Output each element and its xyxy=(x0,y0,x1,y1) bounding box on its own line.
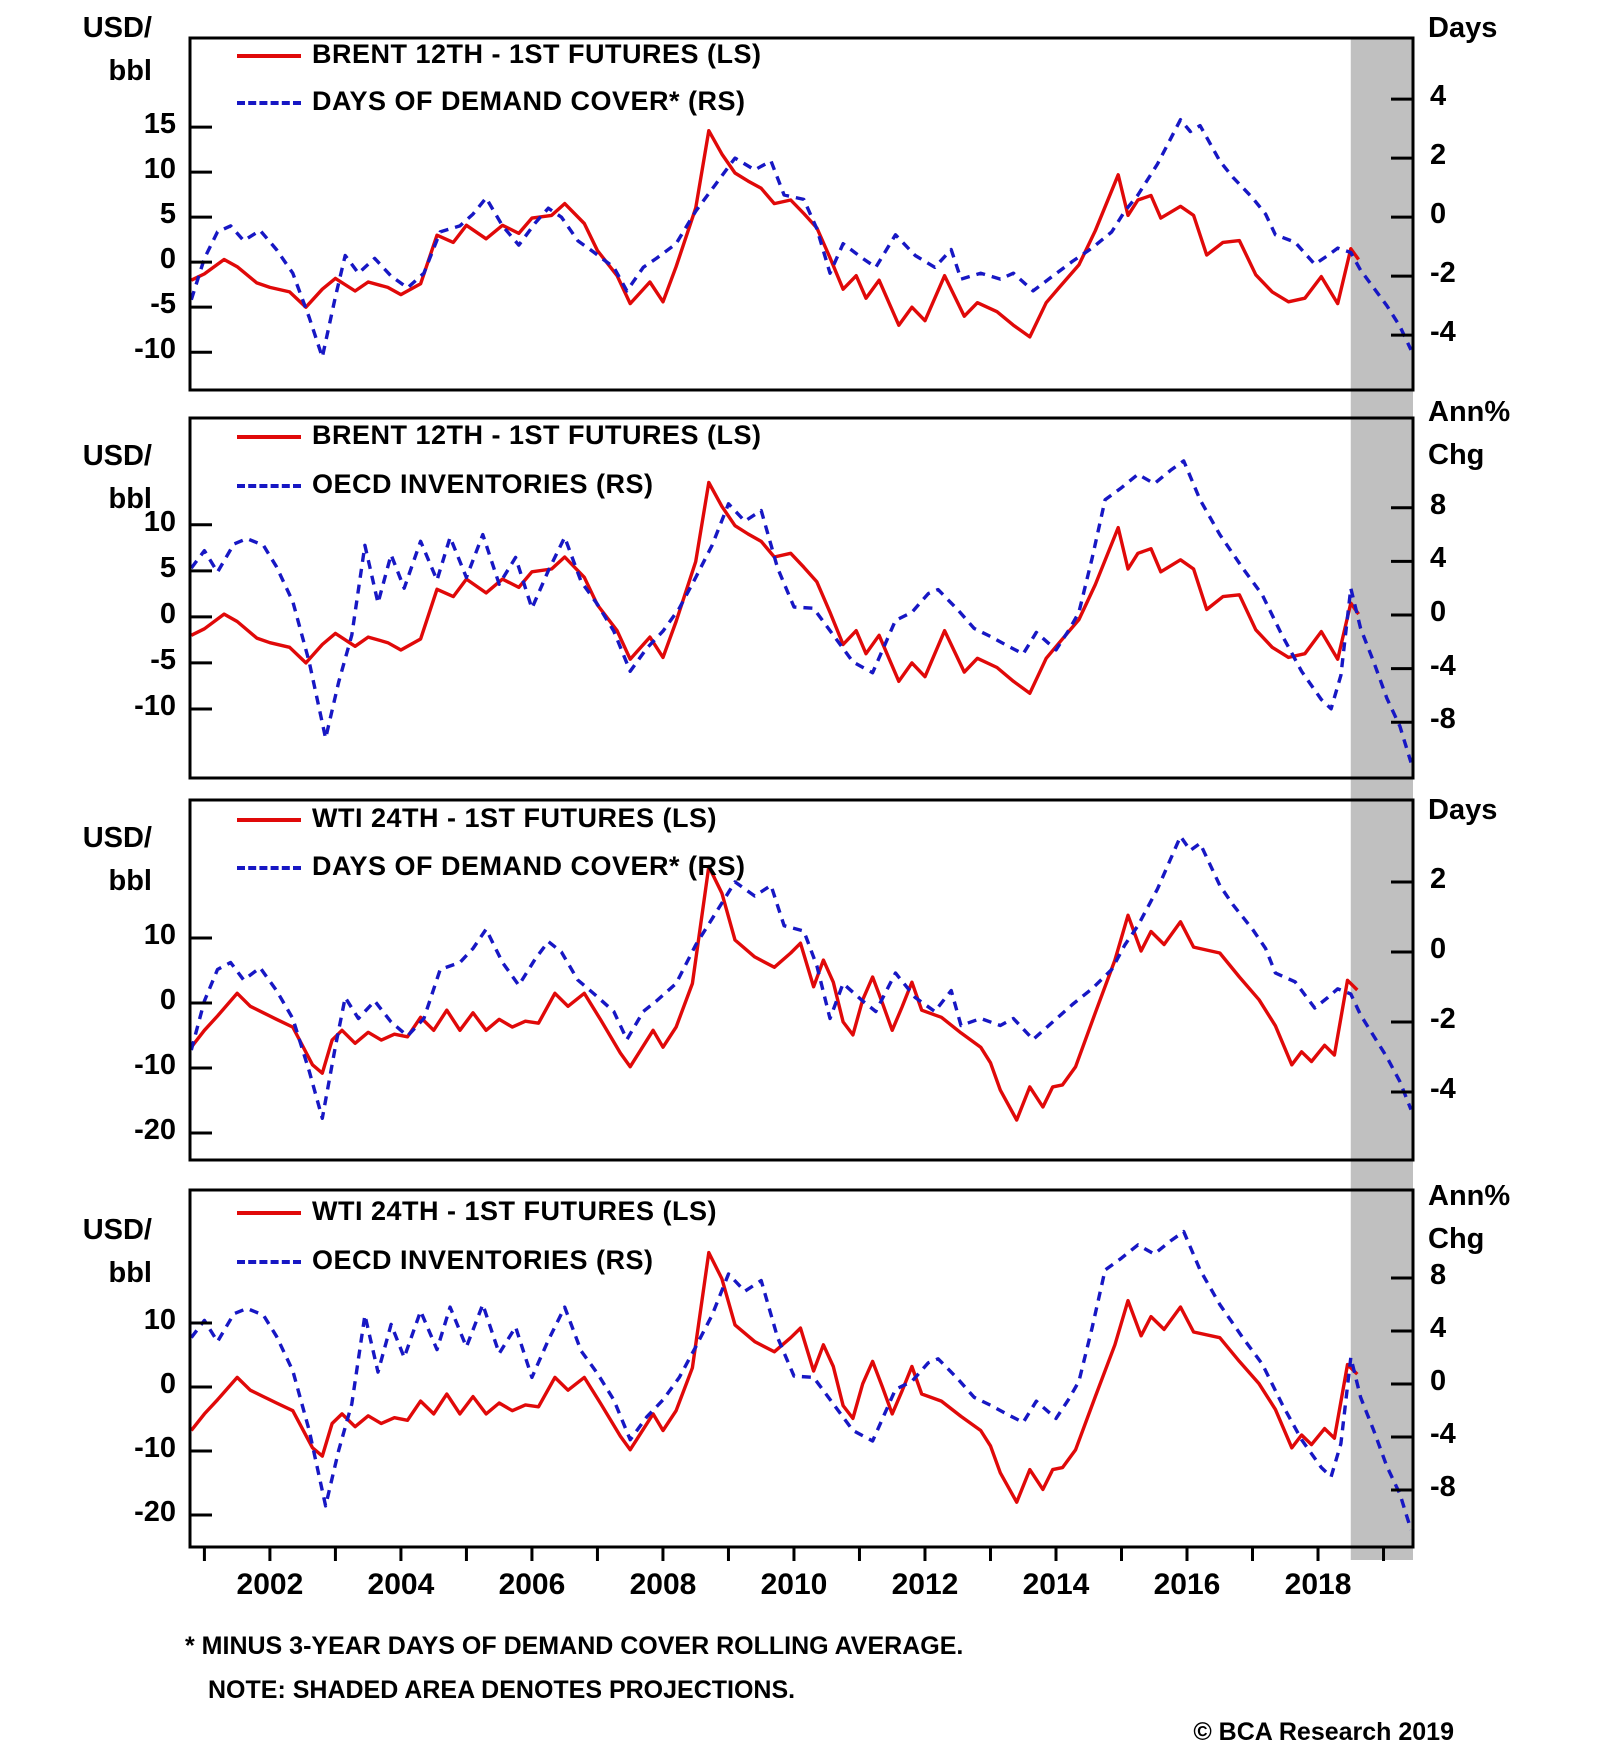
left-tick-label: 0 xyxy=(159,984,176,1016)
legend-solid-line-sample xyxy=(237,54,301,58)
legend-solid-line-sample xyxy=(237,818,301,822)
left-axis-unit: USD/ xyxy=(82,822,152,854)
right-tick-label: 8 xyxy=(1430,488,1447,521)
left-tick-label: 5 xyxy=(159,551,176,584)
legend-label: WTI 24TH - 1ST FUTURES (LS) xyxy=(312,803,717,833)
left-tick-label: 15 xyxy=(143,108,176,141)
right-tick-label: 2 xyxy=(1430,139,1447,172)
series-line-wti_spread xyxy=(191,867,1357,1121)
x-axis-year-label: 2014 xyxy=(1022,1568,1090,1601)
right-tick-label: -2 xyxy=(1430,1003,1456,1036)
right-tick-label: -2 xyxy=(1430,257,1456,290)
right-axis-unit: Days xyxy=(1428,12,1498,44)
footnote-asterisk: * MINUS 3-YEAR DAYS OF DEMAND COVER ROLLING AVERAGE. xyxy=(185,1632,964,1660)
x-axis-year-label: 2012 xyxy=(891,1568,959,1601)
legend-label: OECD INVENTORIES (RS) xyxy=(312,469,654,499)
right-tick-label: 0 xyxy=(1430,1365,1447,1397)
right-tick-label: 0 xyxy=(1430,596,1447,629)
x-axis-year-label: 2006 xyxy=(498,1568,566,1601)
left-tick-label: 0 xyxy=(159,597,176,630)
left-tick-label: -10 xyxy=(134,1049,176,1082)
series-line-oecd_inventories xyxy=(191,461,1411,763)
left-axis-unit: USD/ xyxy=(82,1214,152,1246)
left-tick-label: 0 xyxy=(159,243,176,276)
series-line-oecd_inventories xyxy=(191,1232,1411,1530)
legend-label: DAYS OF DEMAND COVER* (RS) xyxy=(312,851,746,881)
x-axis-year-label: 2002 xyxy=(236,1568,304,1601)
right-tick-label: -8 xyxy=(1430,1471,1456,1504)
left-tick-label: -10 xyxy=(134,689,176,722)
right-tick-label: 0 xyxy=(1430,198,1447,231)
right-tick-label: 0 xyxy=(1430,932,1447,965)
left-tick-label: 5 xyxy=(159,198,176,231)
series-line-days_cover xyxy=(191,120,1411,358)
legend-dashed-line-sample xyxy=(237,101,301,105)
right-tick-label: -4 xyxy=(1430,649,1456,682)
x-axis-year-label: 2004 xyxy=(367,1568,435,1601)
left-tick-label: -20 xyxy=(134,1114,176,1147)
left-tick-label: 10 xyxy=(143,919,176,951)
left-axis-unit: bbl xyxy=(108,865,152,897)
right-tick-label: -4 xyxy=(1430,316,1456,349)
left-tick-label: -5 xyxy=(150,643,176,676)
left-axis-unit: USD/ xyxy=(82,440,152,472)
footnote-projections: NOTE: SHADED AREA DENOTES PROJECTIONS. xyxy=(208,1676,796,1704)
x-axis-year-label: 2018 xyxy=(1284,1568,1352,1601)
legend-dashed-line-sample xyxy=(237,866,301,870)
left-tick-label: -10 xyxy=(134,333,176,366)
right-tick-label: -4 xyxy=(1430,1073,1456,1106)
legend-dashed-line-sample xyxy=(237,484,301,488)
series-line-wti_spread xyxy=(191,1253,1357,1503)
x-axis-year-label: 2010 xyxy=(760,1568,828,1601)
right-tick-label: 4 xyxy=(1430,1311,1447,1344)
left-tick-label: 10 xyxy=(143,505,176,538)
right-tick-label: -8 xyxy=(1430,703,1456,736)
legend-dashed-line-sample xyxy=(237,1260,301,1264)
x-axis-year-label: 2016 xyxy=(1153,1568,1221,1601)
legend-solid-line-sample xyxy=(237,1211,301,1215)
left-tick-label: -10 xyxy=(134,1431,176,1464)
right-axis-unit: Days xyxy=(1428,794,1498,826)
right-tick-label: 2 xyxy=(1430,862,1447,895)
panel-frame-wti-oecd xyxy=(190,1190,1413,1547)
left-axis-unit: bbl xyxy=(108,55,152,87)
right-axis-unit: Chg xyxy=(1428,1223,1485,1255)
copyright: © BCA Research 2019 xyxy=(1193,1718,1454,1746)
legend-label: WTI 24TH - 1ST FUTURES (LS) xyxy=(312,1196,717,1226)
right-axis-unit: Chg xyxy=(1428,439,1485,471)
right-tick-label: 8 xyxy=(1430,1258,1447,1291)
left-tick-label: 0 xyxy=(159,1367,176,1400)
right-tick-label: -4 xyxy=(1430,1418,1456,1450)
series-line-brent_spread xyxy=(191,131,1358,337)
right-tick-label: 4 xyxy=(1430,80,1447,113)
left-tick-label: -20 xyxy=(134,1495,176,1528)
series-line-brent_spread xyxy=(191,483,1358,694)
x-axis-year-label: 2008 xyxy=(629,1568,697,1601)
legend-label: BRENT 12TH - 1ST FUTURES (LS) xyxy=(312,39,762,69)
left-tick-label: -5 xyxy=(150,288,176,321)
legend-label: BRENT 12TH - 1ST FUTURES (LS) xyxy=(312,420,762,450)
right-tick-label: 4 xyxy=(1430,542,1447,575)
left-axis-unit: bbl xyxy=(108,483,152,515)
left-tick-label: 10 xyxy=(143,1303,176,1336)
right-axis-unit: Ann% xyxy=(1428,1180,1511,1212)
left-axis-unit: bbl xyxy=(108,1257,152,1289)
legend-solid-line-sample xyxy=(237,435,301,439)
left-axis-unit: USD/ xyxy=(82,12,152,44)
right-axis-unit: Ann% xyxy=(1428,396,1511,428)
legend-label: DAYS OF DEMAND COVER* (RS) xyxy=(312,86,746,116)
legend-label: OECD INVENTORIES (RS) xyxy=(312,1245,654,1275)
left-tick-label: 10 xyxy=(143,153,176,186)
